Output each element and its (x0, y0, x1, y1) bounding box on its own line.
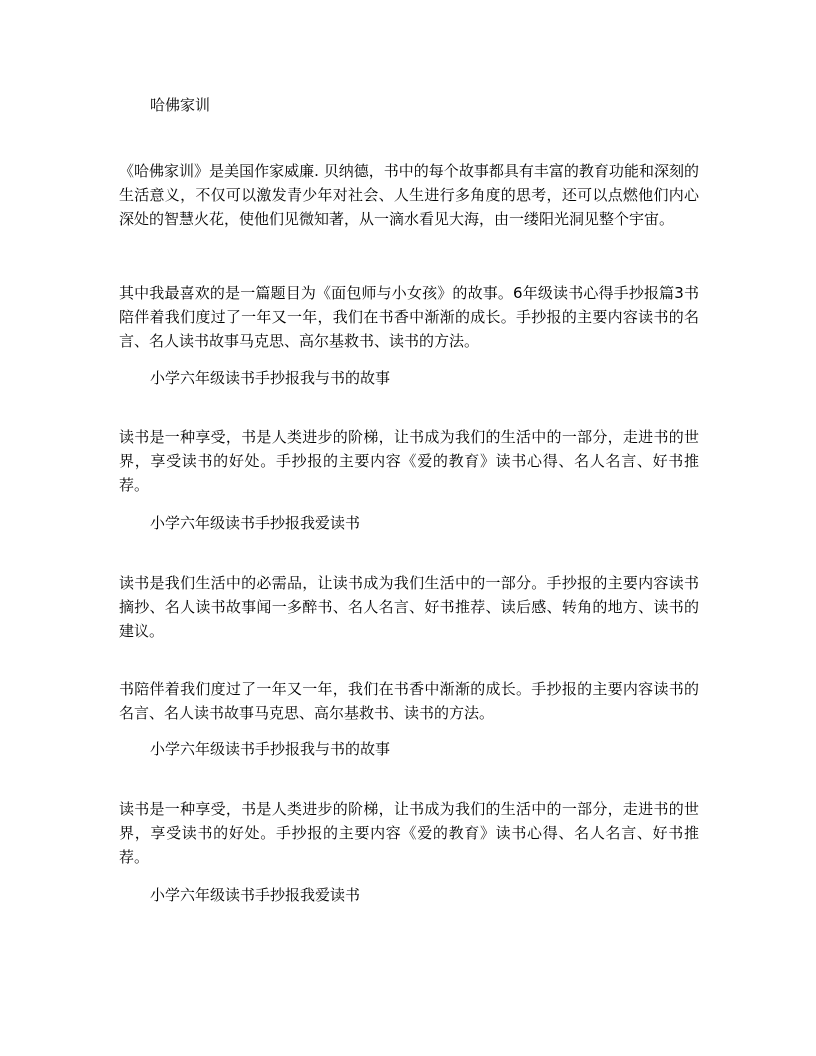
books-accompany-paragraph: 书陪伴着我们度过了一年又一年，我们在书香中渐渐的成长。手抄报的主要内容读书的名言、名人读书故事马克思、高尔基救书、读书的方法。 (119, 680, 699, 722)
section-heading-book-story-2: 小学六年级读书手抄报我与书的故事 (150, 740, 391, 758)
section-heading-love-reading-2: 小学六年级读书手抄报我爱读书 (150, 886, 361, 904)
title-heading: 哈佛家训 (150, 96, 211, 114)
reading-enjoyment-paragraph: 读书是一种享受，书是人类进步的阶梯，让书成为我们的生活中的一部分，走进书的世界，享受读书的好处。手抄报的主要内容《爱的教育》读书心得、名人名言、好书推荐。 (119, 428, 699, 494)
favorite-story-paragraph: 其中我最喜欢的是一篇题目为《面包师与小女孩》的故事。6年级读书心得手抄报篇3书陪伴着我们度过了一年又一年，我们在书香中渐渐的成长。手抄报的主要内容读书的名言、名人读书故事马克思、高尔基救书、读书的方法。 (119, 284, 699, 350)
reading-enjoyment-paragraph-2: 读书是一种享受，书是人类进步的阶梯，让书成为我们的生活中的一部分，走进书的世界，享受读书的好处。手抄报的主要内容《爱的教育》读书心得、名人名言、好书推荐。 (119, 800, 699, 866)
reading-necessity-paragraph: 读书是我们生活中的必需品，让读书成为我们生活中的一部分。手抄报的主要内容读书摘抄、名人读书故事闻一多醉书、名人名言、好书推荐、读后感、转角的地方、读书的建议。 (119, 574, 699, 640)
section-heading-love-reading: 小学六年级读书手抄报我爱读书 (150, 514, 361, 532)
section-heading-book-story: 小学六年级读书手抄报我与书的故事 (150, 369, 391, 387)
intro-paragraph: 《哈佛家训》是美国作家威廉. 贝纳德，书中的每个故事都具有丰富的教育功能和深刻的生活意义，不仅可以激发青少年对社会、人生进行多角度的思考，还可以点燃他们内心深处的智慧火花，使他们见微知著，从一滴水看见大海，由一缕阳光洞见整个宇宙。 (119, 162, 699, 228)
